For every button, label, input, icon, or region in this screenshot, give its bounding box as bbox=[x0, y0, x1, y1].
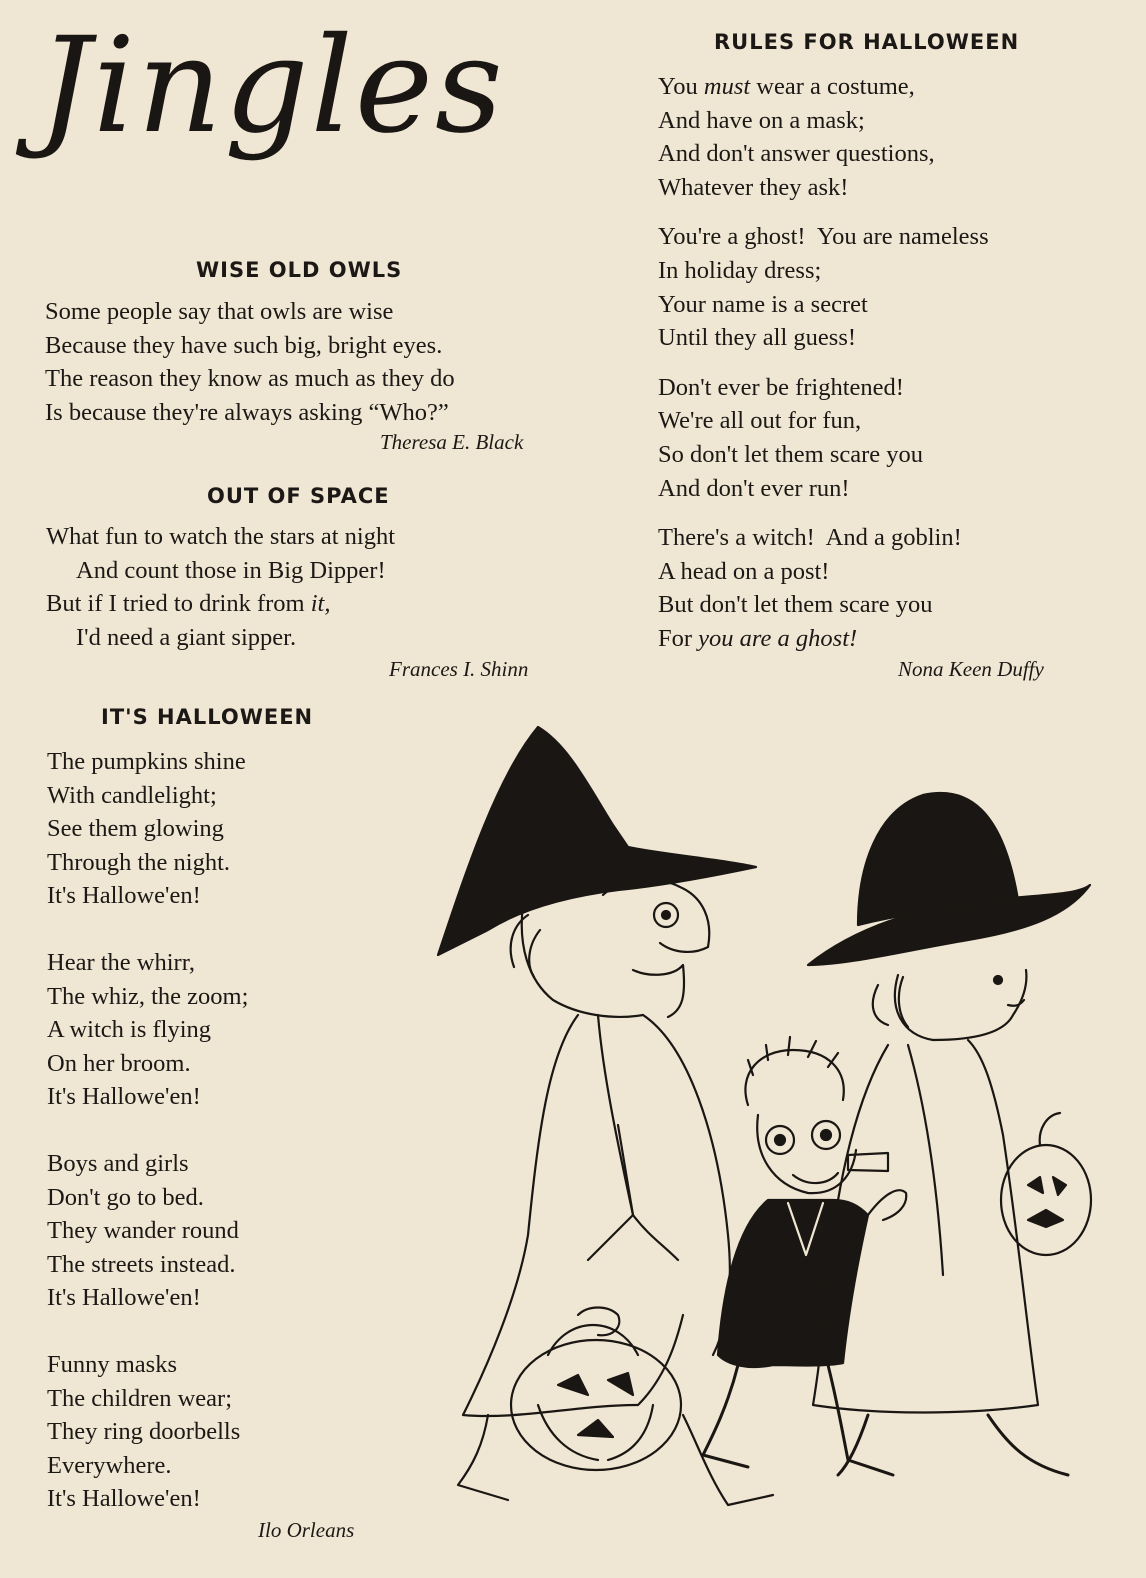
poem-line bbox=[658, 622, 1128, 656]
poem-line: Whatever they ask! bbox=[658, 173, 849, 201]
wise-old-owls-poem bbox=[45, 295, 575, 429]
poem-line: Through the night. bbox=[47, 848, 231, 876]
stanza bbox=[47, 1348, 377, 1516]
poem-line: The children wear; bbox=[47, 1384, 233, 1412]
poem-line: Funny masks bbox=[47, 1350, 178, 1378]
poem-line: See them glowing bbox=[47, 815, 224, 843]
poem-line: I'd need a giant sipper. bbox=[76, 623, 297, 651]
page-title: Jingles bbox=[38, 9, 505, 163]
poem-line: Until they all guess! bbox=[658, 324, 857, 352]
out-of-space-title: OUT OF SPACE bbox=[207, 484, 390, 508]
poem-line: They ring doorbells bbox=[47, 1418, 241, 1446]
poem-line: And count those in Big Dipper! bbox=[76, 556, 386, 584]
masked-boy bbox=[703, 1037, 906, 1475]
poem-line: It's Hallowe'en! bbox=[47, 1485, 201, 1513]
poem-line bbox=[46, 587, 576, 621]
rules-for-halloween-title: RULES FOR HALLOWEEN bbox=[714, 30, 1020, 54]
poem-line: It's Hallowe'en! bbox=[47, 882, 201, 910]
rules-for-halloween-poem bbox=[658, 70, 1128, 656]
poem-line: And don't answer questions, bbox=[658, 140, 935, 168]
stanza bbox=[658, 521, 1128, 655]
poem-line: We're all out for fun, bbox=[658, 407, 862, 435]
stanza bbox=[658, 371, 1128, 505]
wise-old-owls-author: Theresa E. Black bbox=[380, 430, 524, 454]
stanza bbox=[47, 946, 377, 1114]
poem-line: So don't let them scare you bbox=[658, 440, 924, 468]
wise-old-owls-title: WISE OLD OWLS bbox=[196, 258, 403, 282]
poem-line: Is because they're always asking “Who?” bbox=[45, 398, 449, 426]
stanza bbox=[47, 745, 377, 913]
poem-line: The reason they know as much as they do bbox=[45, 365, 455, 393]
poem-line-text: But if I tried to drink from bbox=[46, 590, 311, 618]
out-of-space-poem bbox=[46, 520, 576, 654]
poem-line-emphasis: you are a ghost! bbox=[698, 624, 858, 652]
poem-line: Boys and girls bbox=[47, 1149, 189, 1177]
poem-line-emphasis: it, bbox=[310, 590, 331, 618]
poem-line: The whiz, the zoom; bbox=[47, 982, 249, 1010]
jack-o-lantern-icon bbox=[1001, 1145, 1091, 1255]
jack-o-lantern-icon bbox=[511, 1340, 681, 1470]
poem-line: On her broom. bbox=[47, 1049, 191, 1077]
poem-line-text: You bbox=[658, 73, 704, 100]
girl-with-hat bbox=[808, 793, 1091, 1475]
poem-line-text: wear a costume, bbox=[750, 73, 915, 100]
poem-line: Because they have such big, bright eyes. bbox=[45, 331, 443, 359]
stanza bbox=[47, 1147, 377, 1315]
trick-or-treat-children-illustration bbox=[428, 715, 1108, 1525]
its-halloween-author: Ilo Orleans bbox=[258, 1518, 355, 1542]
poem-line: A witch is flying bbox=[47, 1016, 212, 1044]
poem-line-emphasis: must bbox=[703, 73, 751, 100]
poem-line: It's Hallowe'en! bbox=[47, 1083, 201, 1111]
its-halloween-title: IT'S HALLOWEEN bbox=[101, 705, 314, 729]
poem-line: The pumpkins shine bbox=[47, 748, 246, 775]
its-halloween-poem bbox=[47, 745, 377, 1516]
poem-line: There's a witch! And a goblin! bbox=[658, 524, 962, 552]
poem-line: Everywhere. bbox=[47, 1451, 172, 1479]
poem-line: Some people say that owls are wise bbox=[45, 298, 394, 325]
poem-line: Hear the whirr, bbox=[47, 948, 195, 976]
poem-line: And have on a mask; bbox=[658, 106, 865, 134]
poem-line: Your name is a secret bbox=[658, 290, 868, 318]
poem-line: But don't let them scare you bbox=[658, 591, 933, 619]
rules-for-halloween-author: Nona Keen Duffy bbox=[898, 657, 1044, 681]
poem-line bbox=[658, 70, 1128, 104]
stanza bbox=[658, 220, 1128, 354]
poem-line: You're a ghost! You are nameless bbox=[658, 223, 989, 251]
poem-line: They wander round bbox=[47, 1217, 239, 1245]
poem-line: The streets instead. bbox=[47, 1250, 236, 1278]
poem-line: It's Hallowe'en! bbox=[47, 1284, 201, 1312]
out-of-space-author: Frances I. Shinn bbox=[389, 657, 529, 681]
poem-line: Don't go to bed. bbox=[47, 1183, 204, 1211]
poem-line: In holiday dress; bbox=[658, 256, 822, 284]
poem-line: Don't ever be frightened! bbox=[658, 373, 904, 401]
stanza bbox=[658, 70, 1128, 204]
witch-child bbox=[438, 727, 773, 1505]
poem-line: And don't ever run! bbox=[658, 474, 850, 502]
poem-line: With candlelight; bbox=[47, 781, 217, 809]
poem-line: What fun to watch the stars at night bbox=[46, 523, 396, 550]
poem-line-text: For bbox=[658, 624, 699, 652]
poem-line: A head on a post! bbox=[658, 557, 830, 585]
